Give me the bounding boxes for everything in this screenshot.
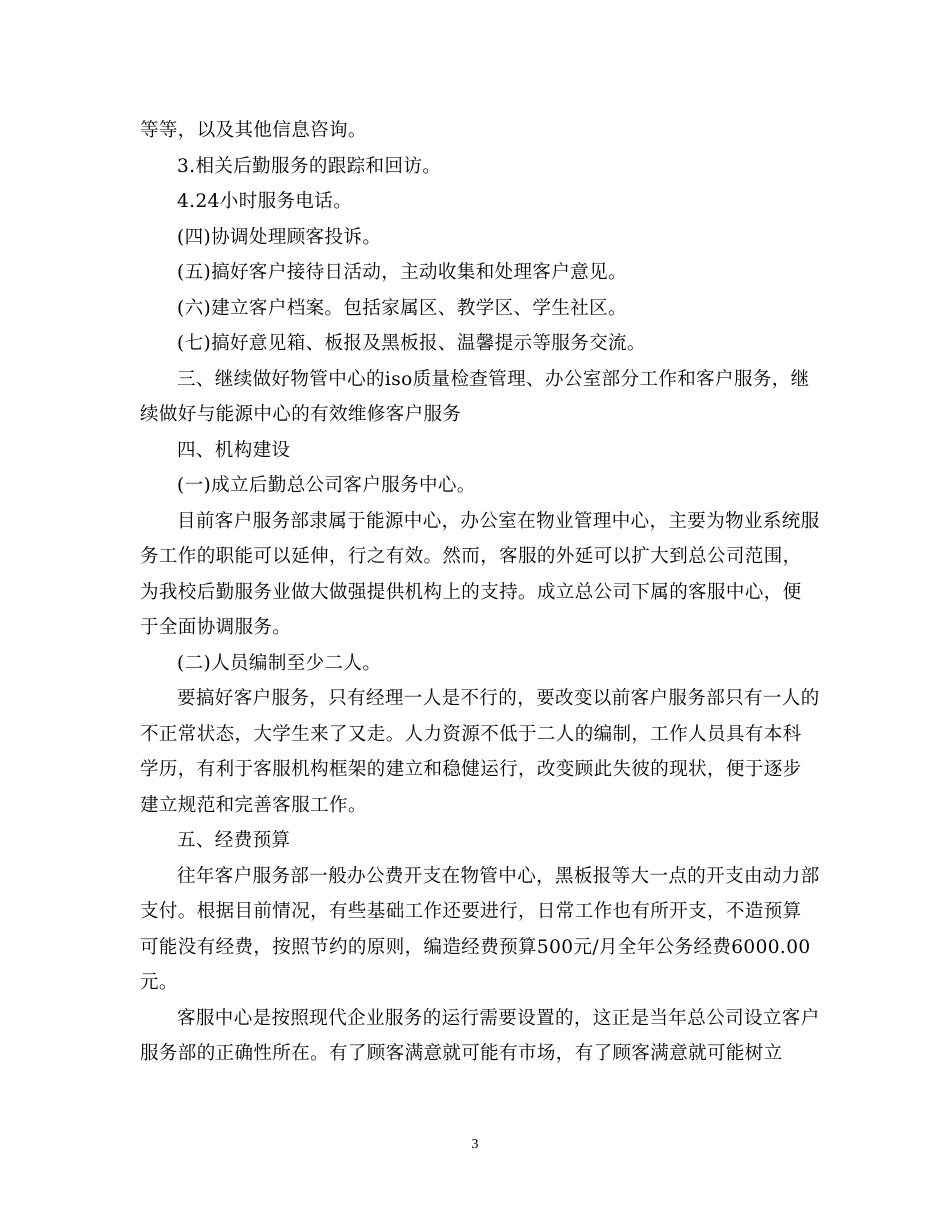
- paragraph: 3.相关后勤服务的跟踪和回访。: [177, 155, 442, 177]
- paragraph: (七)搞好意见箱、板报及黑板报、温馨提示等服务交流。: [177, 333, 646, 354]
- page-number: 3: [471, 1137, 479, 1152]
- paragraph: 客服中心是按照现代企业服务的运行需要设置的，这正是当年总公司设立客户服务部的正确性所在。有了顾客满意就可能有市场，有了顾客满意就可能树立: [140, 1007, 820, 1064]
- paragraph: (四)协调处理顾客投诉。: [177, 226, 382, 248]
- section-heading: 三、继续做好物管中心的iso质量检查管理、办公室部分工作和客户服务，继续做好与能源中心的有效维修客户服务: [140, 368, 810, 425]
- body-text: [140, 113, 820, 1072]
- paragraph: 往年客户服务部一般办公费开支在物管中心，黑板报等大一点的开支由动力部支付。根据目前情况，有些基础工作还要进行，日常工作也有所开支，不造预算可能没有经费，按照节约的原则，编造经费预算500元/月全年公务经费6000.00元。: [140, 865, 820, 993]
- paragraph: (五)搞好客户接待日活动，主动收集和处理客户意见。: [177, 262, 627, 283]
- paragraph: (六)建立客户档案。包括家属区、教学区、学生社区。: [177, 297, 627, 319]
- paragraph: 等等，以及其他信息咨询。: [140, 120, 367, 141]
- subsection-heading: (一)成立后勤总公司客户服务中心。: [177, 475, 476, 496]
- paragraph: 要搞好客户服务，只有经理一人是不行的，要改变以前客户服务部只有一人的不正常状态，大学生来了又走。人力资源不低于二人的编制，工作人员具有本科学历，有利于客服机构框架的建立和稳健运行，改变顾此失彼的现状，便于逐步建立规范和完善客服工作。: [140, 688, 820, 816]
- paragraph: 目前客户服务部隶属于能源中心，办公室在物业管理中心，主要为物业系统服务工作的职能可以延伸，行之有效。然而，客服的外延可以扩大到总公司范围，为我校后勤服务业做大做强提供机构上的支持。成立总公司下属的客服中心，便于全面协调服务。: [140, 510, 820, 638]
- paragraph: 4.24小时服务电话。: [177, 191, 353, 212]
- section-heading: 五、经费预算: [177, 830, 291, 851]
- section-heading: 四、机构建设: [177, 439, 291, 461]
- subsection-heading: (二)人员编制至少二人。: [177, 652, 382, 674]
